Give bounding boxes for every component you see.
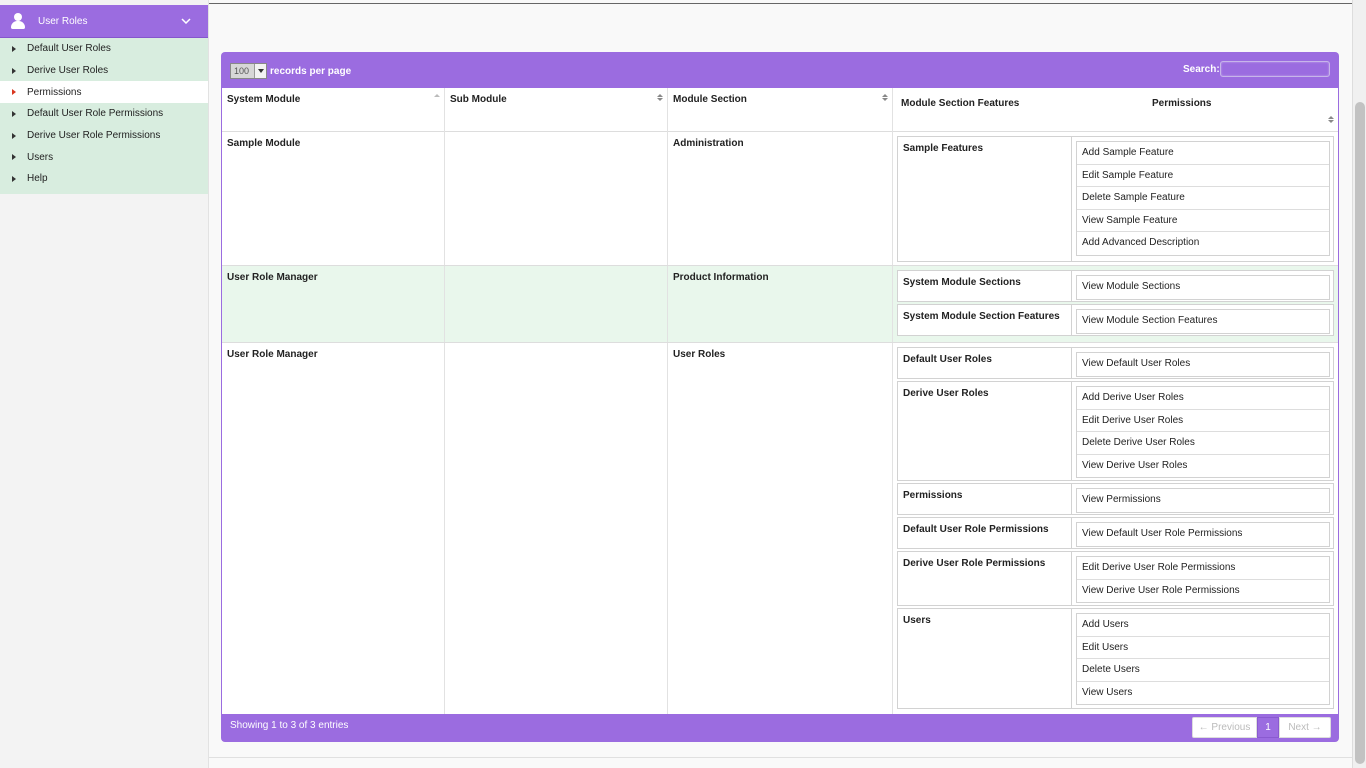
sidebar-item-users[interactable] xyxy=(0,146,208,168)
triangle-right-icon xyxy=(12,176,16,182)
sidebar-item-default-user-roles[interactable] xyxy=(0,38,208,60)
table-footer xyxy=(221,714,1339,742)
cell-sub-module xyxy=(445,132,668,144)
table-row xyxy=(222,132,1338,266)
sidebar-item-label: Derive User Roles xyxy=(27,65,109,77)
header-module-section-features: Module Section Features xyxy=(901,98,1020,109)
feature-name: Permissions xyxy=(898,484,1072,514)
header-module-section[interactable] xyxy=(668,88,892,132)
feature-group xyxy=(897,517,1334,549)
permission-item: View Derive User Role Permissions xyxy=(1082,584,1240,596)
cell-sub-module xyxy=(445,343,668,355)
permission-list xyxy=(1076,522,1330,547)
cell-module-section: Administration xyxy=(673,138,744,149)
previous-page-button[interactable]: ← Previous xyxy=(1192,717,1257,738)
permission-list xyxy=(1076,141,1330,256)
cell-system-module: Sample Module xyxy=(227,138,301,149)
feature-name: Derive User Roles xyxy=(898,382,1072,480)
sidebar xyxy=(0,0,209,768)
next-page-button[interactable]: Next → xyxy=(1279,717,1331,738)
header-label: Module Section xyxy=(673,94,747,105)
permission-item: Add Derive User Roles xyxy=(1077,387,1329,410)
scrollbar-thumb[interactable] xyxy=(1355,102,1365,764)
triangle-right-icon xyxy=(12,89,16,95)
records-per-page-value: 100 xyxy=(234,66,250,76)
feature-name: Sample Features xyxy=(898,137,1072,261)
permission-item: Delete Users xyxy=(1077,659,1329,682)
feature-group xyxy=(897,551,1334,606)
table-toolbar xyxy=(221,52,1339,88)
header-label: Sub Module xyxy=(450,94,507,105)
header-sub-module[interactable] xyxy=(445,88,667,132)
header-system-module[interactable] xyxy=(222,88,444,132)
permission-list xyxy=(1076,352,1330,377)
permission-item: View Default User Roles xyxy=(1082,358,1191,369)
feature-name: Users xyxy=(898,609,1072,708)
search-input[interactable] xyxy=(1220,61,1330,77)
vertical-scrollbar[interactable] xyxy=(1352,0,1366,768)
permission-item: View Derive User Roles xyxy=(1082,459,1188,471)
pagination xyxy=(1192,717,1331,738)
showing-entries-info: Showing 1 to 3 of 3 entries xyxy=(230,720,349,731)
sidebar-item-label: Derive User Role Permissions xyxy=(27,130,161,142)
permission-item: Edit Derive User Roles xyxy=(1077,410,1329,433)
permission-item: Delete Sample Feature xyxy=(1077,187,1329,210)
sidebar-item-derive-user-role-permissions[interactable] xyxy=(0,125,208,147)
sort-icon[interactable] xyxy=(657,94,663,104)
table-row xyxy=(222,266,1338,343)
sidebar-item-default-user-role-permissions[interactable] xyxy=(0,103,208,125)
user-icon xyxy=(10,13,26,29)
permission-item: Delete Derive User Roles xyxy=(1077,432,1329,455)
permission-item: View Sample Feature xyxy=(1077,210,1329,233)
sidebar-item-label: Users xyxy=(27,151,54,163)
triangle-right-icon xyxy=(12,46,16,52)
permission-item: View Permissions xyxy=(1082,494,1161,505)
permission-item: View Module Section Features xyxy=(1082,315,1218,326)
sidebar-item-label: Permissions xyxy=(27,86,82,98)
sidebar-menu xyxy=(0,38,208,194)
feature-group xyxy=(897,483,1334,515)
dropdown-arrow-icon[interactable] xyxy=(254,64,266,78)
feature-group xyxy=(897,270,1334,302)
header-label: System Module xyxy=(227,94,301,105)
permission-list xyxy=(1076,275,1330,300)
top-divider xyxy=(209,3,1366,4)
header-features-permissions[interactable] xyxy=(893,88,1338,132)
sidebar-header[interactable] xyxy=(0,5,208,38)
triangle-right-icon xyxy=(12,68,16,74)
cell-sub-module xyxy=(445,266,668,278)
permissions-table-panel xyxy=(221,52,1339,742)
permission-item: Add Users xyxy=(1077,614,1329,637)
feature-name: Derive User Role Permissions xyxy=(898,552,1072,605)
cell-module-section: User Roles xyxy=(673,349,726,360)
feature-name: Default User Role Permissions xyxy=(898,518,1072,548)
footer-divider xyxy=(209,757,1352,758)
sidebar-item-derive-user-roles[interactable] xyxy=(0,60,208,82)
sidebar-item-permissions[interactable] xyxy=(0,81,208,103)
feature-group xyxy=(897,347,1334,379)
cell-module-section: Product Information xyxy=(673,272,769,283)
permission-item: Edit Sample Feature xyxy=(1077,165,1329,188)
permissions-table xyxy=(222,88,1338,714)
permission-item: View Default User Role Permissions xyxy=(1082,528,1243,539)
sort-icon[interactable] xyxy=(882,94,888,104)
page-1-button[interactable]: 1 xyxy=(1257,717,1279,738)
permission-item: View Users xyxy=(1082,686,1133,698)
permission-item: Edit Users xyxy=(1077,637,1329,660)
permission-list xyxy=(1076,613,1330,705)
cell-system-module: User Role Manager xyxy=(227,349,318,360)
permission-list xyxy=(1076,556,1330,603)
feature-name: System Module Sections xyxy=(898,271,1072,301)
sidebar-item-help[interactable] xyxy=(0,168,208,190)
header-permissions: Permissions xyxy=(1152,98,1212,109)
feature-name: System Module Section Features xyxy=(898,305,1072,335)
sidebar-header-title: User Roles xyxy=(38,15,88,27)
search-label: Search: xyxy=(1183,64,1220,75)
feature-group xyxy=(897,381,1334,481)
table-row xyxy=(222,343,1338,714)
sidebar-item-label: Default User Role Permissions xyxy=(27,108,164,120)
triangle-right-icon xyxy=(12,111,16,117)
feature-group xyxy=(897,608,1334,709)
sort-icon[interactable] xyxy=(1328,116,1334,126)
feature-name: Default User Roles xyxy=(898,348,1072,378)
sidebar-item-label: Help xyxy=(27,173,48,185)
sort-asc-icon[interactable] xyxy=(434,94,440,104)
permission-item: View Module Sections xyxy=(1082,281,1181,292)
sidebar-item-label: Default User Roles xyxy=(27,43,111,55)
feature-group xyxy=(897,304,1334,336)
permission-list xyxy=(1076,309,1330,334)
permission-item: Edit Derive User Role Permissions xyxy=(1077,557,1329,580)
chevron-down-icon[interactable] xyxy=(176,18,196,24)
permission-item: Add Sample Feature xyxy=(1077,142,1329,165)
permission-list xyxy=(1076,488,1330,513)
permission-list xyxy=(1076,386,1330,478)
cell-system-module: User Role Manager xyxy=(227,272,318,283)
triangle-right-icon xyxy=(12,154,16,160)
permission-item: Add Advanced Description xyxy=(1082,237,1200,249)
feature-group xyxy=(897,136,1334,262)
triangle-right-icon xyxy=(12,133,16,139)
records-per-page-label: records per page xyxy=(270,66,352,77)
records-per-page-select[interactable] xyxy=(230,63,267,79)
